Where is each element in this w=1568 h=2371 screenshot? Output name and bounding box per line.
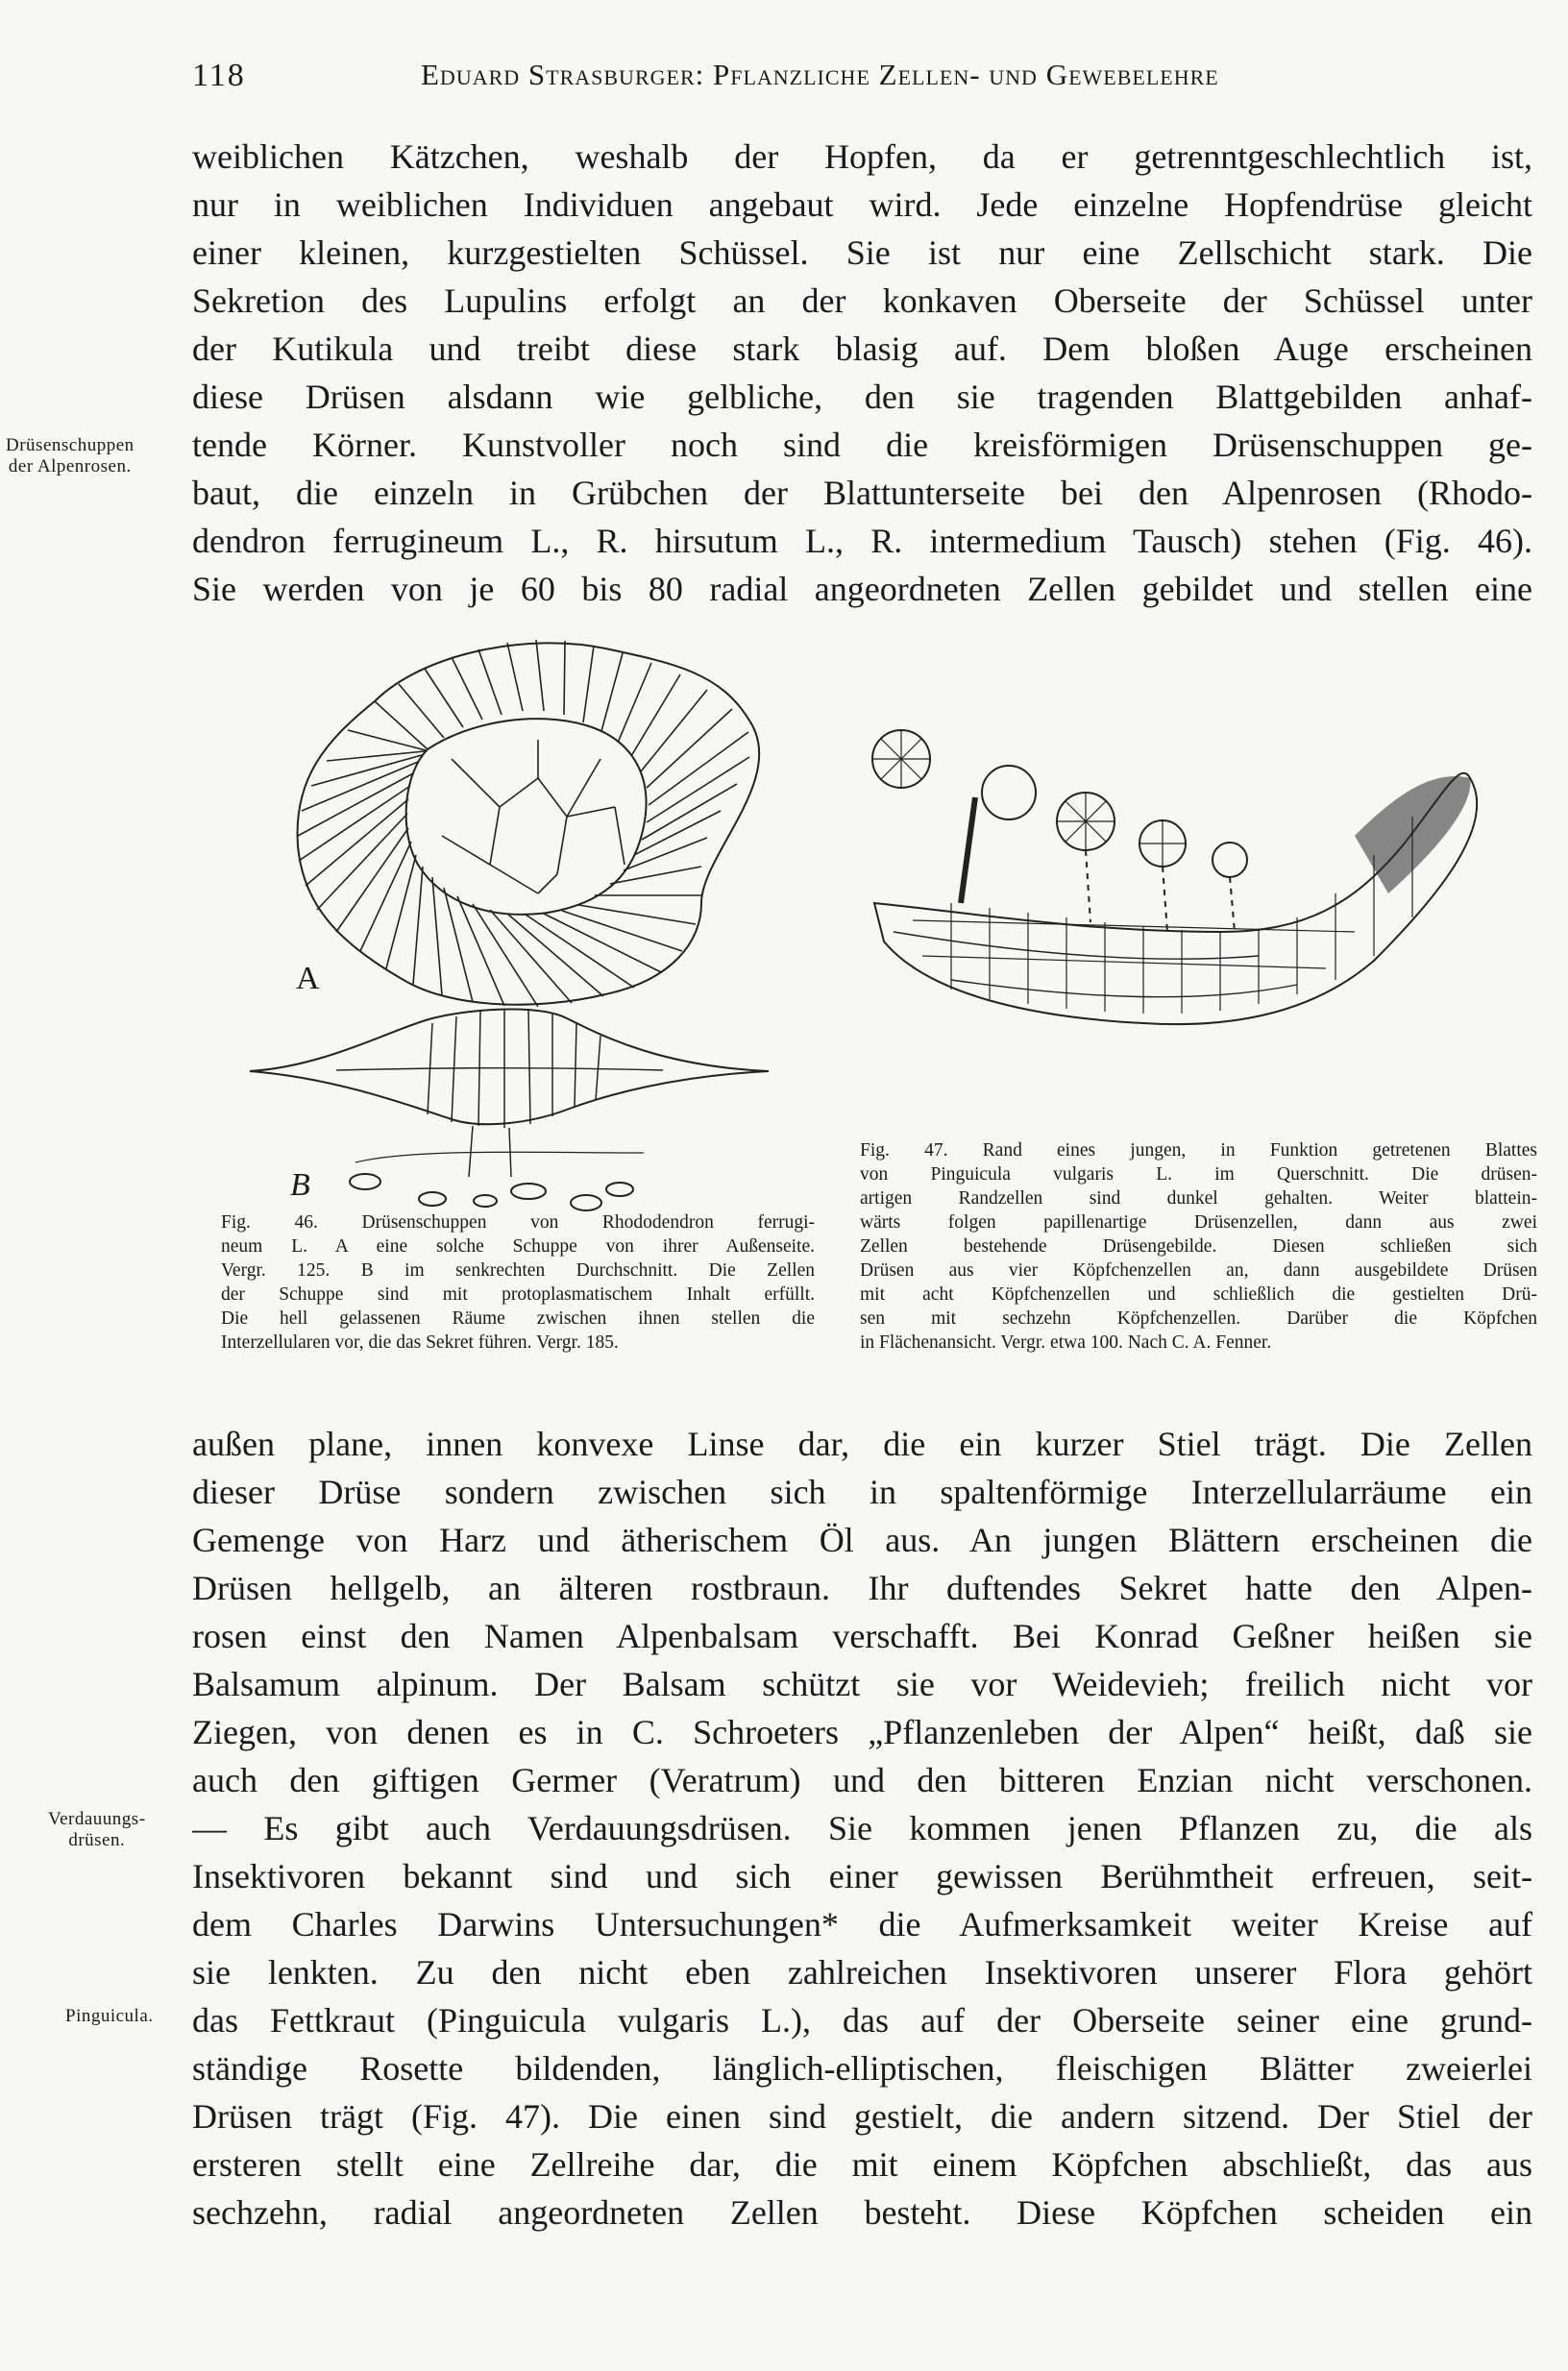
caption-line: in Flächenansicht. Vergr. etwa 100. Nach C. A. Fenner. <box>860 1332 1272 1353</box>
text-line: das Fettkraut (Pinguicula vulgaris L.), das auf der Oberseite seiner eine grund- <box>192 2001 1532 2040</box>
caption-line: von Pinguicula vulgaris L. im Querschnitt. Die drüsen- <box>860 1164 1537 1185</box>
caption-line: Interzellularen vor, die das Sekret führen. Vergr. 185. <box>221 1332 619 1353</box>
caption-line: wärts folgen papillenartige Drüsenzellen, dann aus zwei <box>860 1212 1537 1233</box>
text-line: Drüsen hellgelb, an älteren rostbraun. Ihr duftendes Sekret hatte den Alpen- <box>192 1569 1532 1607</box>
caption-line: artigen Randzellen sind dunkel gehalten. Weiter blattein- <box>860 1188 1537 1209</box>
text-line: Balsamum alpinum. Der Balsam schützt sie vor Weidevieh; freilich nicht vor <box>192 1665 1532 1703</box>
text-line: ersteren stellt eine Zellreihe dar, die mit einem Köpfchen abschließt, das aus <box>192 2145 1532 2184</box>
text-line: dieser Drüse sondern zwischen sich in spaltenförmige Interzellularräume ein <box>192 1473 1532 1511</box>
margin-note-verdauungsdruesen <box>48 1809 146 1851</box>
text-line: Sekretion des Lupulins erfolgt an der konkaven Oberseite der Schüssel unter <box>192 281 1532 320</box>
margin-note-line: der Alpenrosen. <box>8 456 132 477</box>
text-line: Ziegen, von denen es in C. Schroeters „Pflanzenleben der Alpen“ heißt, daß sie <box>192 1713 1532 1751</box>
figure-area <box>221 615 1547 1403</box>
margin-note-line: Drüsenschuppen <box>6 435 135 455</box>
text-line: Drüsen trägt (Fig. 47). Die einen sind gestielt, die andern sitzend. Der Stiel der <box>192 2097 1532 2136</box>
text-line: einer kleinen, kurzgestielten Schüssel. Sie ist nur eine Zellschicht stark. Die <box>192 233 1532 272</box>
text-line: dendron ferrugineum L., R. hirsutum L., R. intermedium Tausch) stehen (Fig. 46). <box>192 522 1532 560</box>
text-line: diese Drüsen alsdann wie gelbliche, den sie tragenden Blattgebilden anhaf- <box>192 378 1532 416</box>
caption-line: Zellen bestehende Drüsengebilde. Diesen schließen sich <box>860 1236 1537 1257</box>
running-title: Eduard Strasburger: Pflanzliche Zellen- und Gewebelehre <box>421 58 1219 91</box>
text-line: der Kutikula und treibt diese stark blasig auf. Dem bloßen Auge erscheinen <box>192 330 1532 368</box>
caption-fig47 <box>860 1138 1537 1355</box>
text-line: tende Körner. Kunstvoller noch sind die kreisförmigen Drüsenschuppen ge- <box>192 426 1532 464</box>
caption-line: Drüsen aus vier Köpfchenzellen an, dann ausgebildete Drüsen <box>860 1260 1537 1281</box>
caption-fig46 <box>221 1210 815 1355</box>
text-line: außen plane, innen konvexe Linse dar, die ein kurzer Stiel trägt. Die Zellen <box>192 1425 1532 1463</box>
text-line: Gemenge von Harz und ätherischem Öl aus. An jungen Blättern erscheinen die <box>192 1521 1532 1559</box>
margin-note-druesenschuppen <box>6 435 135 477</box>
text-line: nur in weiblichen Individuen angebaut wird. Jede einzelne Hopfendrüse gleicht <box>192 185 1532 224</box>
text-line: dem Charles Darwins Untersuchungen* die Aufmerksamkeit weiter Kreise auf <box>192 1905 1532 1943</box>
caption-line: Die hell gelassenen Räume zwischen ihnen stellen die <box>221 1308 815 1329</box>
body-text-bottom <box>192 1420 1532 2237</box>
body-text-top <box>192 133 1532 613</box>
fig47-leaf-section-drawing <box>872 730 1477 1024</box>
caption-line: der Schuppe sind mit protoplasmatischem Inhalt erfüllt. <box>221 1284 815 1305</box>
text-line: ständige Rosette bildenden, länglich-elliptischen, fleischigen Blätter zweierlei <box>192 2049 1532 2088</box>
text-line: — Es gibt auch Verdauungsdrüsen. Sie kommen jenen Pflanzen zu, die als <box>192 1809 1532 1847</box>
text-line: sechzehn, radial angeordneten Zellen besteht. Diese Köpfchen scheiden ein <box>192 2193 1532 2232</box>
fig46-label-a: A <box>296 961 320 996</box>
fig46b-section-drawing <box>250 1009 769 1210</box>
margin-note-line: Verdauungs- <box>48 1809 146 1829</box>
text-line: auch den giftigen Germer (Veratrum) und den bitteren Enzian nicht verschonen. <box>192 1761 1532 1799</box>
margin-note-line: Pinguicula. <box>65 2006 154 2026</box>
page-number: 118 <box>192 58 246 93</box>
fig46a-scale-drawing <box>298 640 760 1007</box>
fig46-label-b: B <box>290 1167 310 1203</box>
margin-note-pinguicula <box>65 2006 154 2027</box>
caption-line: mit acht Köpfchenzellen und schließlich die gestielten Drü- <box>860 1284 1537 1305</box>
caption-line: neum L. A eine solche Schuppe von ihrer Außenseite. <box>221 1236 815 1257</box>
caption-line: Fig. 47. Rand eines jungen, in Funktion getretenen Blattes <box>860 1140 1537 1161</box>
text-line: rosen einst den Namen Alpenbalsam verschafft. Bei Konrad Geßner heißen sie <box>192 1617 1532 1655</box>
caption-line: Fig. 46. Drüsenschuppen von Rhododendron ferrugi- <box>221 1212 815 1233</box>
margin-note-line: drüsen. <box>68 1830 126 1850</box>
page-header <box>192 58 1528 96</box>
text-line: sie lenkten. Zu den nicht eben zahlreichen Insektivoren unserer Flora gehört <box>192 1953 1532 1992</box>
caption-line: sen mit sechzehn Köpfchenzellen. Darüber die Köpfchen <box>860 1308 1537 1329</box>
text-line: Sie werden von je 60 bis 80 radial angeordneten Zellen gebildet und stellen eine <box>192 570 1532 608</box>
text-line: Insektivoren bekannt sind und sich einer gewissen Berühmtheit erfreuen, seit- <box>192 1857 1532 1895</box>
text-line: weiblichen Kätzchen, weshalb der Hopfen, da er getrenntgeschlechtlich ist, <box>192 137 1532 176</box>
text-line: baut, die einzeln in Grübchen der Blattunterseite bei den Alpenrosen (Rhodo- <box>192 474 1532 512</box>
caption-line: Vergr. 125. B im senkrechten Durchschnitt. Die Zellen <box>221 1260 815 1281</box>
